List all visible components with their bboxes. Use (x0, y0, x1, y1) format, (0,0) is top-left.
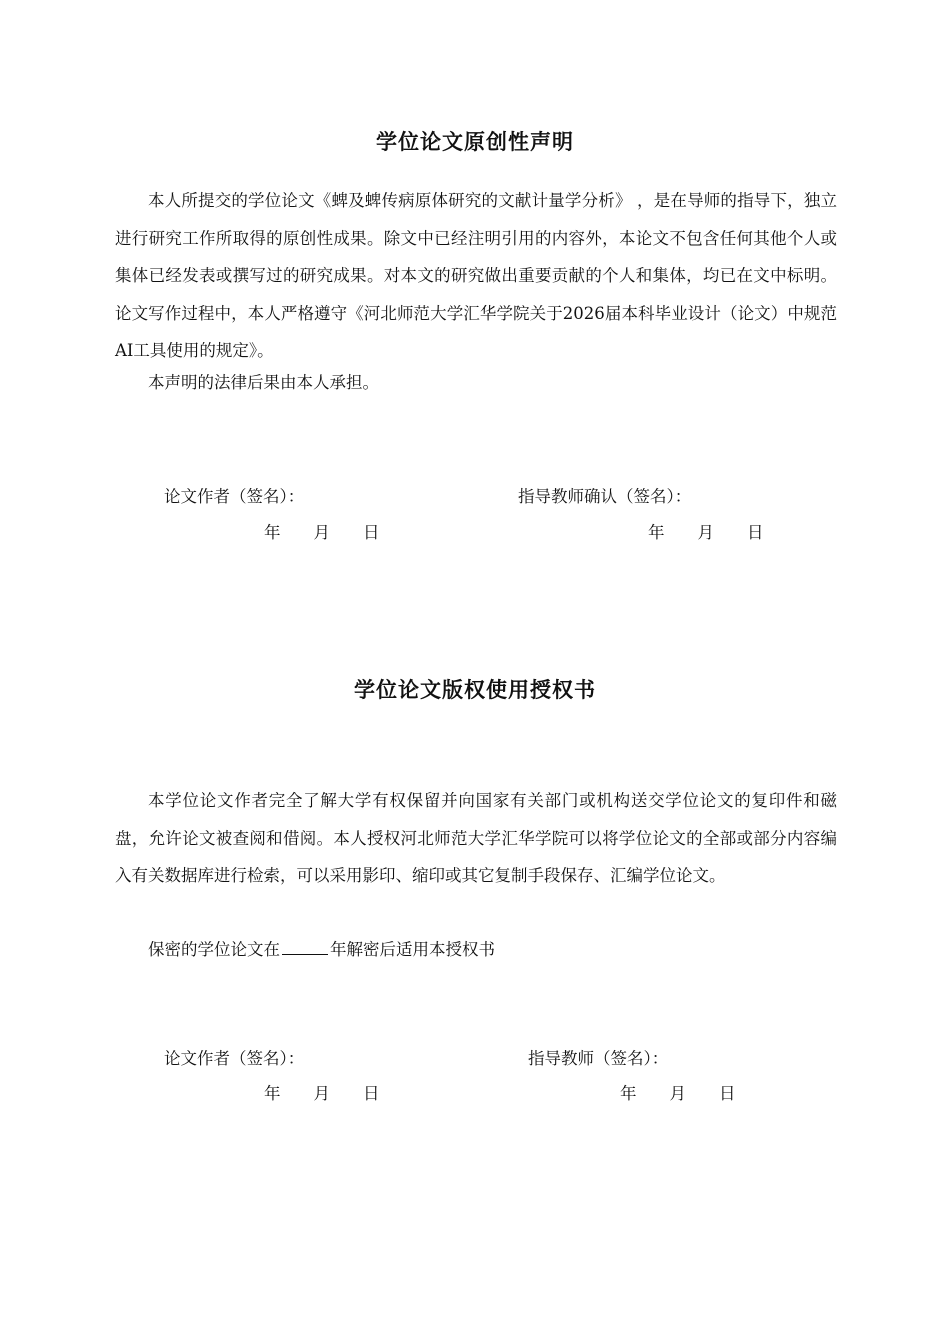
declaration-paragraph-1: 本人所提交的学位论文《蜱及蜱传病原体研究的文献计量学分析》 ，是在导师的指导下，独立进行研究工作所取得的原创性成果。除文中已经注明引用的内容外，本论文不包含任何其他个人或集体已经发表或撰写过的研究成果。对本文的研究做出重要贡献的个人和集体，均已在文中标明。论文写作过程中，本人严格遵守《河北师范大学汇华学院关于2026届本科毕业设计（论文）中规范AI工具使用的规定》。 (115, 191, 837, 360)
declaration-paragraph-2: 本声明的法律后果由本人承担。 (148, 373, 379, 392)
authorization-author-signature: 论文作者（签名）： (164, 1049, 305, 1068)
declaration-advisor-signature: 指导教师确认（签名）： (518, 487, 692, 506)
date-day: 日 (363, 523, 380, 542)
date-year: 年 (264, 1084, 281, 1103)
authorization-paragraph-1: 本学位论文作者完全了解大学有权保留并向国家有关部门或机构送交学位论文的复印件和磁盘，允许论文被查阅和借阅。本人授权河北师范大学汇华学院可以将学位论文的全部或部分内容编入有关数据库进行检索，可以采用影印、缩印或其它复制手段保存、汇编学位论文。 (115, 791, 837, 885)
date-year: 年 (620, 1084, 637, 1103)
date-month: 月 (669, 1084, 686, 1103)
authorization-author-date (264, 1080, 380, 1104)
authorization-title: 学位论文版权使用授权书 (354, 678, 596, 702)
confidential-suffix: 年解密后适用本授权书 (330, 940, 495, 959)
declaration-advisor-date (648, 519, 764, 543)
date-month: 月 (697, 523, 714, 542)
date-month: 月 (313, 1084, 330, 1103)
years-blank (282, 936, 328, 955)
date-year: 年 (648, 523, 665, 542)
authorization-advisor-date (620, 1080, 736, 1104)
authorization-advisor-signature: 指导教师（签名）： (528, 1049, 669, 1068)
declaration-title: 学位论文原创性声明 (376, 130, 574, 154)
confidential-prefix: 保密的学位论文在 (148, 940, 280, 959)
date-day: 日 (747, 523, 764, 542)
declaration-author-date (264, 519, 380, 543)
authorization-paragraph-2 (115, 931, 837, 969)
date-day: 日 (363, 1084, 380, 1103)
date-day: 日 (719, 1084, 736, 1103)
date-month: 月 (313, 523, 330, 542)
declaration-author-signature: 论文作者（签名）： (164, 487, 305, 506)
date-year: 年 (264, 523, 281, 542)
